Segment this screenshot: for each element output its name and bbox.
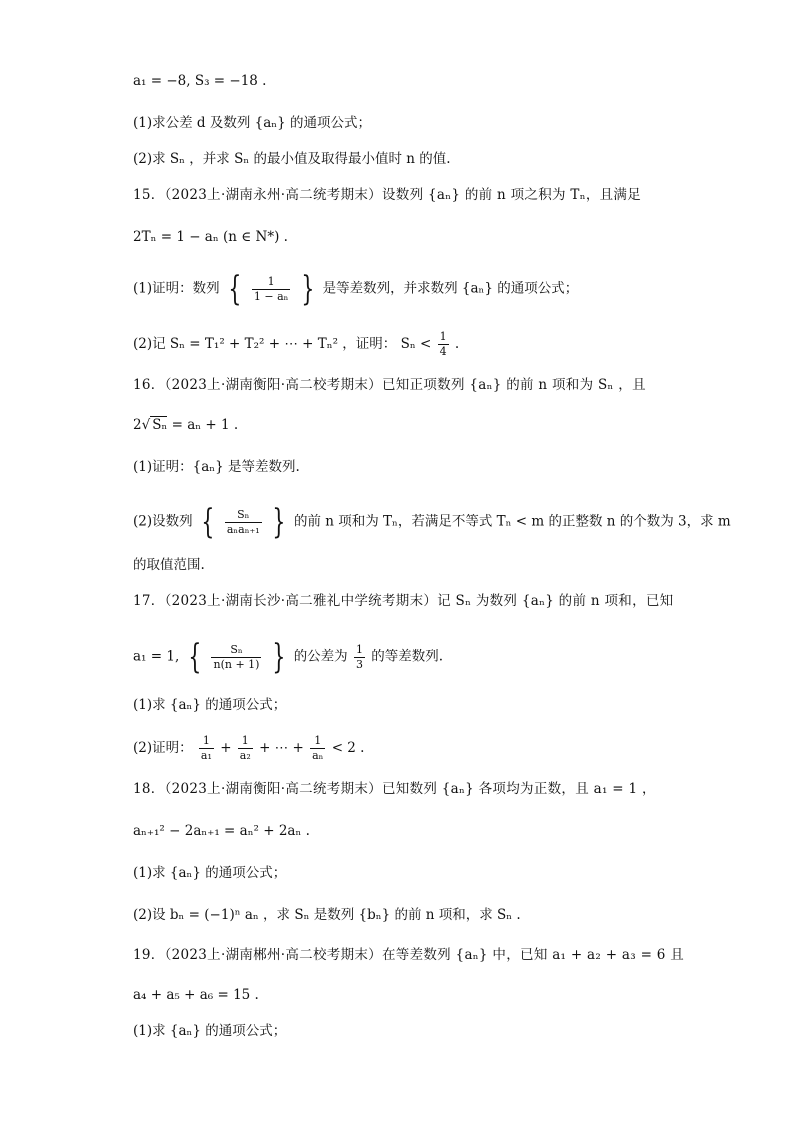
- fraction: [199, 734, 214, 763]
- right-brace: }: [272, 502, 286, 542]
- question-16-heading: 16．（2023上·湖南衡阳·高二校考期末）已知正项数列 {aₙ} 的前 n 项和为 Sₙ ，且: [133, 377, 646, 393]
- fraction-denominator: aₙaₙ₊₁: [226, 522, 260, 536]
- question-18-part-1: (1)求 {aₙ} 的通项公式；: [133, 865, 287, 881]
- question-15-heading: 15．（2023上·湖南永州·高二统考期末）设数列 {aₙ} 的前 n 项之积为 Tₙ，且满足: [133, 187, 642, 203]
- sqrt-radicand: Sₙ: [152, 417, 168, 433]
- question-18-condition: aₙ₊₁² − 2aₙ₊₁ = aₙ² + 2aₙ .: [133, 823, 310, 839]
- question-15-part-2: [133, 330, 459, 359]
- question-16-condition: [133, 416, 238, 434]
- q17-cond-prefix: a₁ = 1,: [133, 648, 180, 665]
- q17-cond-mid: 的公差为: [293, 648, 348, 665]
- left-brace: {: [201, 502, 215, 542]
- q15-p2-period: .: [454, 336, 460, 352]
- fraction: [238, 734, 253, 763]
- question-17-heading: 17．（2023上·湖南长沙·高二雅礼中学统考期末）记 Sₙ 为数列 {aₙ} 的前 n 项和，已知: [133, 593, 674, 609]
- fraction: [438, 330, 449, 359]
- fraction-numerator: 1: [199, 734, 214, 749]
- right-brace: }: [272, 637, 286, 677]
- question-19-condition: a₄ + a₅ + a₆ = 15 .: [133, 987, 259, 1003]
- q17-p2-prefix: (2)证明：: [133, 740, 193, 756]
- question-17-part-2: [133, 734, 364, 763]
- fraction-denominator: aₙ: [312, 749, 324, 762]
- q16-p2-prefix: (2)设数列: [133, 513, 193, 530]
- question-14-part-1: (1)求公差 d 及数列 {aₙ} 的通项公式；: [133, 115, 371, 131]
- fraction-denominator: 4: [439, 345, 447, 358]
- fraction-denominator: a₂: [239, 749, 251, 762]
- fraction-denominator: 1 − aₙ: [253, 289, 289, 303]
- condition-line: a₁ = −8, S₃ = −18 .: [133, 73, 267, 89]
- fraction: [225, 508, 262, 537]
- q16-p2-suffix: 的前 n 项和为 Tₙ，若满足不等式 Tₙ < m 的正整数 n 的个数为 3，求 m: [293, 513, 731, 530]
- question-16-part-2: [133, 502, 731, 542]
- fraction-denominator: n(n + 1): [213, 657, 260, 671]
- coefficient: 2: [133, 417, 142, 433]
- question-17-condition: [133, 637, 444, 677]
- fraction: [252, 275, 291, 304]
- question-14-part-2: (2)求 Sₙ ，并求 Sₙ 的最小值及取得最小值时 n 的值.: [133, 151, 451, 167]
- fraction: [310, 734, 325, 763]
- fraction-numerator: 1: [439, 330, 447, 343]
- fraction-numerator: 1: [252, 275, 291, 290]
- fraction: [354, 643, 365, 672]
- question-16-part-2-cont: 的取值范围.: [133, 557, 205, 573]
- q15-p2-prefix: (2)记 Sₙ = T₁² + T₂² + ⋯ + Tₙ² ，证明：: [133, 336, 397, 352]
- question-18-heading: 18．（2023上·湖南衡阳·高二统考期末）已知数列 {aₙ} 各项均为正数，且 a₁ = 1 ，: [133, 781, 656, 797]
- fraction: [211, 643, 261, 672]
- fraction-denominator: a₁: [200, 749, 212, 762]
- q15-p2-ineq: Sₙ <: [400, 336, 432, 352]
- condition-rest: = aₙ + 1 .: [167, 417, 239, 433]
- question-15-part-1: [133, 269, 579, 309]
- q15-p1-prefix: (1)证明：数列: [133, 280, 220, 297]
- fraction-numerator: 1: [238, 734, 253, 749]
- question-17-part-1: (1)求 {aₙ} 的通项公式；: [133, 697, 287, 713]
- right-brace: }: [301, 269, 314, 309]
- fraction-numerator: 1: [310, 734, 325, 749]
- q15-p1-suffix: 是等差数列，并求数列 {aₙ} 的通项公式；: [322, 280, 579, 297]
- sqrt-symbol: √: [141, 417, 151, 433]
- fraction-numerator: Sₙ: [225, 508, 262, 523]
- question-16-part-1: (1)证明：{aₙ} 是等差数列.: [133, 459, 300, 475]
- question-19-heading: 19．（2023上·湖南郴州·高二校考期末）在等差数列 {aₙ} 中，已知 a₁ + a₂ + a₃ = 6 且: [133, 947, 685, 963]
- q17-p2-suffix: < 2 .: [331, 740, 365, 756]
- fraction-numerator: 1: [355, 642, 363, 656]
- q17-cond-suffix: 的等差数列.: [371, 648, 444, 665]
- plus-ellipsis: + ⋯ +: [259, 740, 304, 756]
- fraction-denominator: 3: [355, 657, 363, 671]
- question-15-condition: 2Tₙ = 1 − aₙ (n ∈ N*) .: [133, 229, 288, 245]
- fraction-numerator: Sₙ: [211, 643, 261, 658]
- left-brace: {: [228, 269, 242, 309]
- left-brace: {: [187, 637, 201, 677]
- question-19-part-1: (1)求 {aₙ} 的通项公式；: [133, 1023, 287, 1039]
- plus-sign: +: [220, 740, 232, 756]
- question-18-part-2: (2)设 bₙ = (−1)ⁿ aₙ ，求 Sₙ 是数列 {bₙ} 的前 n 项和，求 Sₙ .: [133, 907, 521, 923]
